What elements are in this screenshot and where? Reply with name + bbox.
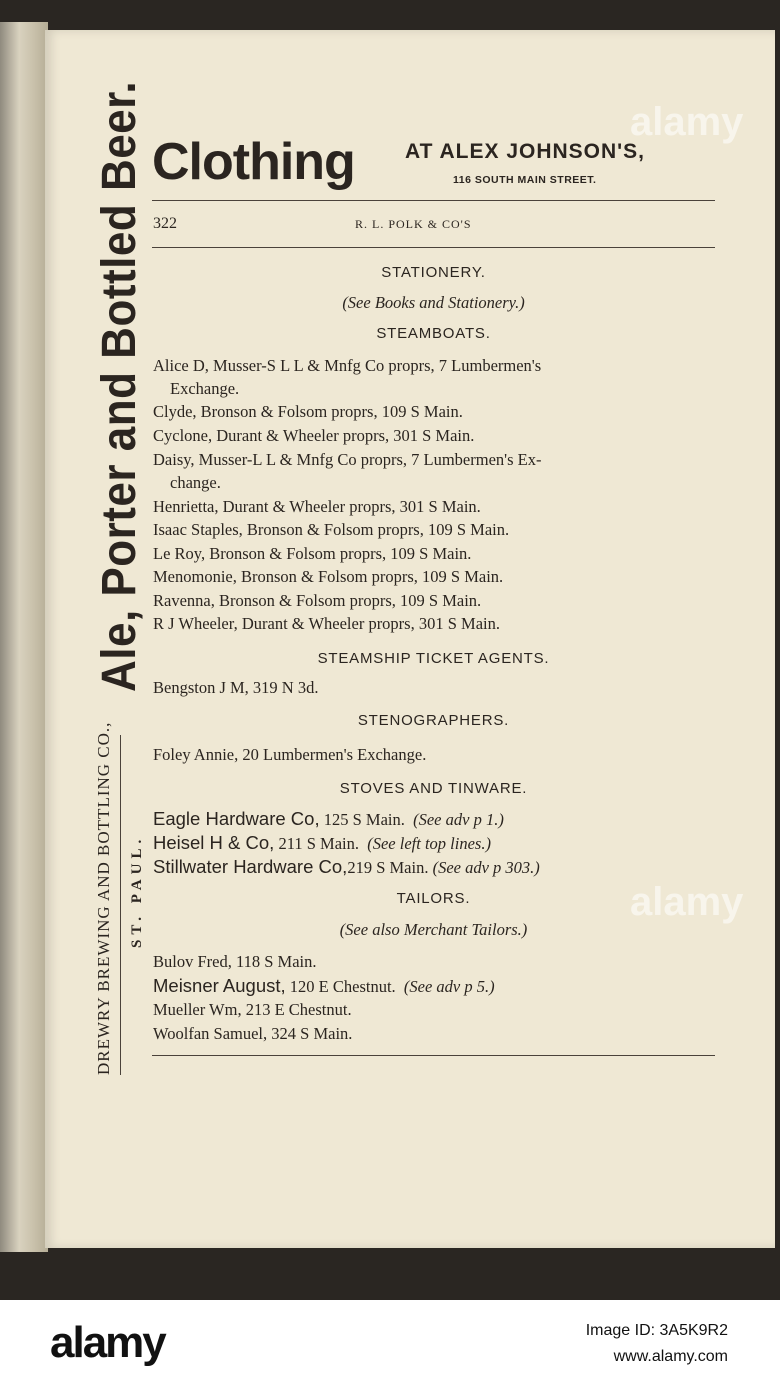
header-address: 116 SOUTH MAIN STREET. (453, 174, 597, 186)
list-item: Bulov Fred, 118 S Main. (153, 952, 317, 971)
side-ad-beer: Ale, Porter and Bottled Beer. (92, 80, 146, 692)
watermark-text: alamy (630, 100, 744, 144)
entry-address: 211 S Main. (274, 834, 359, 853)
running-title: R. L. POLK & CO'S (355, 217, 472, 231)
list-item: Daisy, Musser-L L & Mnfg Co proprs, 7 Lumbermen's Ex- (153, 450, 542, 469)
section-title-steamboats: STEAMBOATS. (376, 325, 491, 342)
list-item: Clyde, Bronson & Folsom proprs, 109 S Main. (153, 402, 463, 421)
list-item: Menomonie, Bronson & Folsom proprs, 109 S Main. (153, 567, 504, 586)
entry-address: 219 S Main. (347, 858, 429, 877)
list-item: Alice D, Musser-S L L & Mnfg Co proprs, 7 Lumbermen's (153, 356, 542, 375)
entry-note: (See adv p 303.) (432, 858, 540, 877)
book-spine-edge (0, 22, 48, 1252)
entry-name: Meisner August, (153, 975, 286, 996)
list-item: Le Roy, Bronson & Folsom proprs, 109 S Main. (153, 544, 472, 563)
list-item: Isaac Staples, Bronson & Folsom proprs, 109 S Main. (153, 520, 510, 539)
side-ad-city: ST. PAUL. (129, 834, 145, 948)
alamy-logo: alamy (50, 1318, 165, 1367)
side-ad-divider (120, 735, 121, 1075)
side-ad-company: DREWRY BREWING AND BOTTLING CO., (94, 721, 113, 1075)
list-item: Exchange. (170, 379, 240, 398)
entry-address: 125 S Main. (319, 810, 405, 829)
section-title-stationery: STATIONERY. (381, 264, 486, 281)
list-item: Henrietta, Durant & Wheeler proprs, 301 S Main. (153, 497, 481, 516)
site-url: www.alamy.com (613, 1348, 728, 1365)
header-headline: Clothing (152, 133, 355, 191)
entry-note: (See adv p 5.) (403, 977, 495, 996)
section-title-tailors: TAILORS. (396, 890, 471, 907)
watermark-text: alamy (630, 880, 744, 924)
list-item (153, 856, 540, 878)
entry-note: (See adv p 1.) (413, 810, 504, 829)
entry-name: Heisel H & Co, (153, 832, 275, 853)
header-rule (152, 200, 715, 201)
list-item: Foley Annie, 20 Lumbermen's Exchange. (153, 745, 427, 764)
section-title-stoves: STOVES AND TINWARE. (339, 780, 528, 797)
entry-name: Stillwater Hardware Co, (153, 856, 348, 877)
entry-address: 120 E Chestnut. (285, 977, 396, 996)
section-title-stenographers: STENOGRAPHERS. (357, 712, 510, 729)
entry-name: Eagle Hardware Co, (153, 808, 320, 829)
running-rule (152, 247, 715, 248)
page-number: 322 (153, 215, 177, 232)
list-item: R J Wheeler, Durant & Wheeler proprs, 301 S Main. (153, 614, 500, 633)
section-note-stationery: (See Books and Stationery.) (342, 293, 525, 312)
list-item (153, 975, 495, 997)
list-item: Cyclone, Durant & Wheeler proprs, 301 S Main. (153, 426, 475, 445)
list-item (153, 808, 504, 830)
section-note-tailors: (See also Merchant Tailors.) (339, 920, 528, 939)
header-store: AT ALEX JOHNSON'S, (405, 140, 646, 163)
list-item (153, 832, 491, 854)
entry-note: (See left top lines.) (367, 834, 491, 853)
image-id: Image ID: 3A5K9R2 (585, 1322, 728, 1339)
stock-footer (0, 1300, 780, 1390)
list-item: change. (170, 473, 221, 492)
end-rule (152, 1055, 715, 1056)
list-item: Bengston J M, 319 N 3d. (153, 678, 319, 697)
list-item: Woolfan Samuel, 324 S Main. (153, 1024, 353, 1043)
list-item: Mueller Wm, 213 E Chestnut. (153, 1000, 352, 1019)
section-title-steamship: STEAMSHIP TICKET AGENTS. (317, 650, 550, 667)
book-page (45, 30, 775, 1248)
list-item: Ravenna, Bronson & Folsom proprs, 109 S Main. (153, 591, 482, 610)
